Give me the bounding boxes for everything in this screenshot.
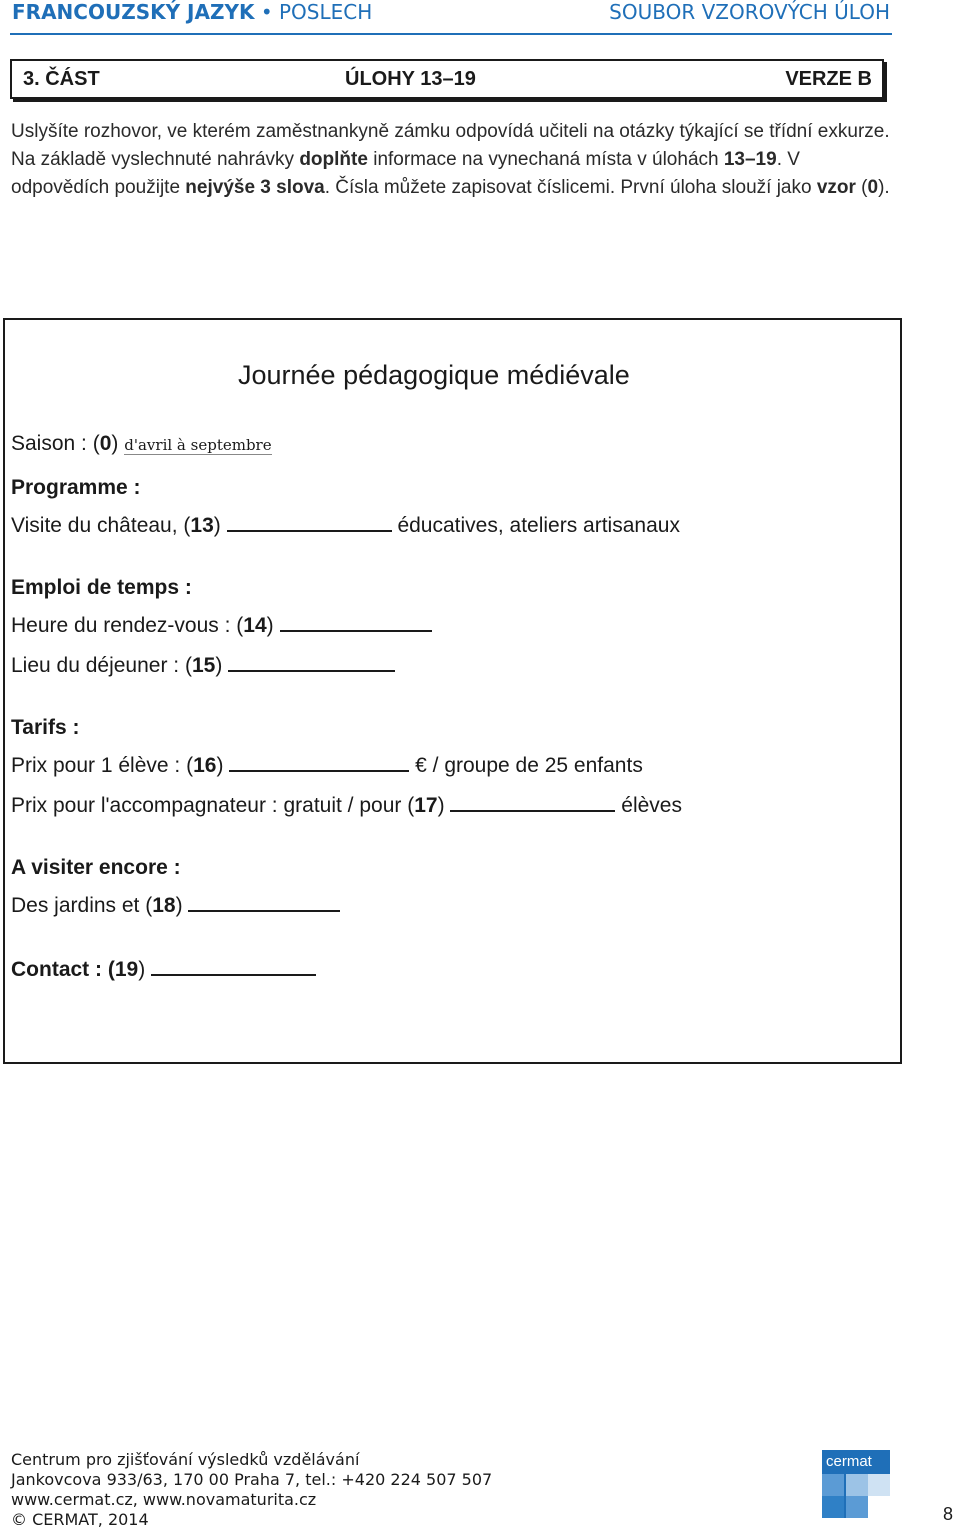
q15-answer-blank[interactable] [228,656,395,672]
part-heading-box [10,59,884,99]
q19-number: 19 [114,958,139,981]
q16-number: 16 [193,754,217,777]
paren: ) [138,958,146,981]
prix-accomp-text: Prix pour l'accompagnateur : gratuit / pour ( [11,794,415,817]
instr-bold: nejvýše 3 slova [185,177,325,198]
jardins-text: Des jardins et ( [11,894,153,917]
part-label: 3. ČÁST [23,68,100,90]
paren: ) [213,514,221,537]
instr-text: Uslyšíte rozhovor, ve kterém zaměstnankyně zámku odpovídá učiteli na otázky týkající se třídní exkurze. Na základě vyslechnuté nahrávky [11,121,890,170]
paren: ) [266,614,274,637]
header-separator: • [260,0,273,24]
paren: ) [111,432,119,455]
q17-number: 17 [414,794,438,817]
q14-line [11,614,432,638]
instructions [11,118,891,202]
programme-heading: Programme : [11,476,141,499]
header-divider [10,33,892,35]
tarifs-heading: Tarifs : [11,716,80,739]
visite-post-text: éducatives, ateliers artisanaux [397,514,680,537]
q14-answer-blank[interactable] [280,616,432,632]
paren: ) [216,754,224,777]
q18-line [11,894,340,918]
q17-line [11,794,682,818]
q19-line [11,958,316,982]
part-version: VERZE B [785,68,872,90]
instr-text: . Čísla můžete zapisovat číslicemi. První úloha slouží jako [324,177,817,198]
visite-text: Visite du château, ( [11,514,191,537]
footer-address [11,1450,492,1530]
saison-line [11,432,272,456]
q15-number: 15 [191,654,216,677]
q17-answer-blank[interactable] [450,796,615,812]
footer-web: www.cermat.cz, www.novamaturita.cz [11,1490,317,1509]
instr-text: ( [855,177,868,198]
q13-answer-blank[interactable] [227,516,392,532]
q13-line [11,514,680,538]
q19-answer-blank[interactable] [151,960,316,976]
footer-copyright: © CERMAT, 2014 [11,1510,149,1529]
contact-label: Contact : ( [11,958,115,981]
visiter-heading: A visiter encore : [11,856,181,879]
heure-text: Heure du rendez-vous : ( [11,614,244,637]
header-subject [12,0,372,24]
instr-bold: 13–19 [723,149,777,170]
prix-eleve-text: Prix pour 1 élève : ( [11,754,194,777]
page-number: 8 [942,1504,953,1524]
q14-number: 14 [243,614,267,637]
logo-text: cermat [826,1453,872,1470]
lieu-text: Lieu du déjeuner : ( [11,654,192,677]
q15-line [11,654,395,678]
instr-bold: doplňte [299,149,368,170]
part-tasks: ÚLOHY 13–19 [345,68,476,90]
emploi-heading: Emploi de temps : [11,576,192,599]
saison-label: Saison : ( [11,432,100,455]
q16-line [11,754,643,778]
q18-answer-blank[interactable] [188,896,340,912]
instr-text: . V odpovědích použijte [11,149,800,198]
header-right-title: SOUBOR VZOROVÝCH ÚLOH [609,0,890,24]
footer-street: Jankovcova 933/63, 170 00 Praha 7, tel.: +420 224 507 507 [11,1470,493,1489]
paren: ) [215,654,223,677]
instr-text: informace na vynechaná místa v úlohách [367,149,724,170]
prix-eleve-post-text: € / groupe de 25 enfants [415,754,643,777]
q18-number: 18 [152,894,176,917]
instr-bold: 0 [867,177,879,198]
task-title: Journée pédagogique médiévale [238,360,630,390]
paren: ) [175,894,183,917]
q13-number: 13 [190,514,214,537]
footer-org: Centrum pro zjišťování výsledků vzdělávání [11,1450,360,1469]
instr-bold: vzor [816,177,856,198]
header-section: POSLECH [278,0,373,24]
instr-text: ). [878,177,890,198]
task-frame [3,318,902,1064]
paren: ) [437,794,445,817]
header-subject-title: FRANCOUZSKÝ JAZYK [12,0,255,24]
prix-accomp-post-text: élèves [621,794,682,817]
q16-answer-blank[interactable] [229,756,409,772]
saison-answer: d'avril à septembre [124,436,272,454]
q0-number: 0 [99,432,112,455]
